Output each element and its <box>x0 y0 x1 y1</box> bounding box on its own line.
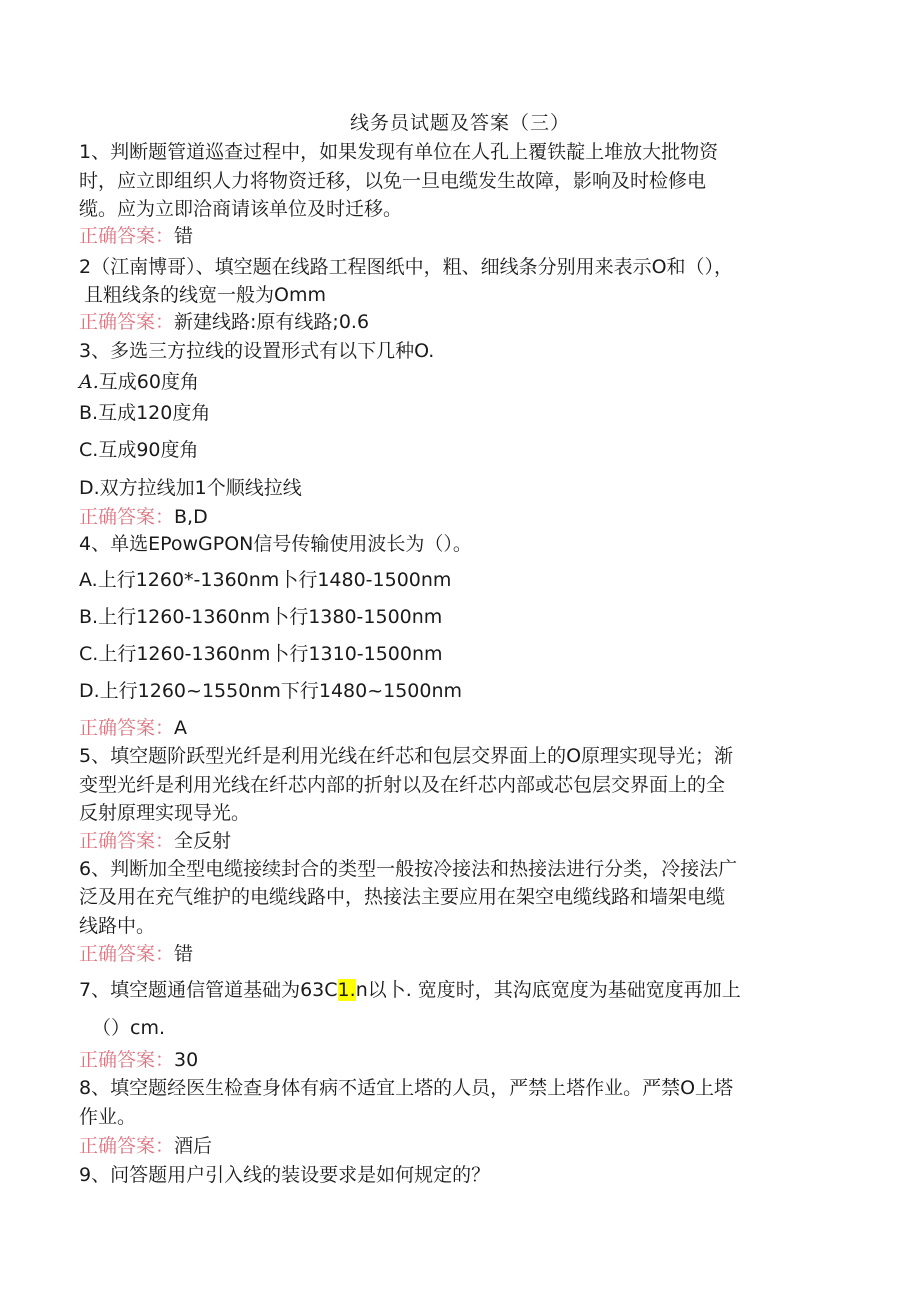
option-text: 上行1260-1360nm卜行1310-1500nm <box>98 643 443 665</box>
question-8-line-1: 8、填空题经医生检查身体有病不适宜上塔的人员，严禁上塔作业。严禁O上塔 <box>79 1077 734 1099</box>
question-4-option-a <box>79 567 451 593</box>
option-letter: C. <box>79 439 99 461</box>
question-7-line-1 <box>79 977 741 1003</box>
answer-value: B,D <box>174 506 208 528</box>
answer-label: 正确答案： <box>79 506 175 528</box>
option-text: 双方拉线加1个顺线拉线 <box>99 477 302 499</box>
question-4-option-d <box>79 678 462 704</box>
highlighted-text: 1. <box>337 979 356 1001</box>
question-3-option-a <box>79 369 199 395</box>
answer-label: 正确答案： <box>79 1135 175 1157</box>
question-4-option-b <box>79 604 442 630</box>
question-7-line-2: （）cm. <box>92 1017 165 1039</box>
question-6-answer <box>79 941 193 967</box>
question-3-option-b <box>79 400 210 426</box>
option-letter: D. <box>79 680 100 702</box>
question-5-line-3: 反射原理实现导光。 <box>79 802 251 824</box>
question-1-line-3: 缆。应为立即洽商请该单位及时迁移。 <box>79 198 403 220</box>
answer-value: 全反射 <box>174 830 232 852</box>
question-5-line-2: 变型光纤是利用光线在纤芯内部的折射以及在纤芯内部或芯包层交界面上的全 <box>79 774 726 796</box>
question-4-option-c <box>79 641 443 667</box>
question-text: n以卜. 宽度时，其沟底宽度为基础宽度再加上 <box>355 979 741 1001</box>
question-2-answer <box>79 309 369 335</box>
question-8-line-2: 作业。 <box>79 1106 137 1128</box>
option-text: 互成90度角 <box>98 439 199 461</box>
option-letter: B. <box>79 402 99 424</box>
question-6-line-3: 线路中。 <box>79 915 156 937</box>
question-2-line-2: 且粗线条的线宽一般为Omm <box>84 284 326 306</box>
option-letter: D. <box>79 477 100 499</box>
option-letter: A. <box>79 371 99 393</box>
answer-label: 正确答案： <box>79 225 175 247</box>
question-3-answer <box>79 504 208 530</box>
answer-value: 错 <box>174 225 194 247</box>
question-1-answer <box>79 223 193 249</box>
question-text: 7、填空题通信管道基础为63C <box>79 979 338 1001</box>
answer-value: A <box>174 717 188 739</box>
answer-value: 错 <box>174 943 194 965</box>
question-6-line-2: 泛及用在充气维护的电缆线路中，热接法主要应用在架空电缆线路和墙架电缆 <box>79 886 726 908</box>
question-4-line-1: 4、单选EPowGPON信号传输使用波长为（）。 <box>79 533 472 555</box>
option-text: 上行1260-1360nm卜行1380-1500nm <box>98 606 443 628</box>
answer-value: 30 <box>174 1049 199 1071</box>
answer-label: 正确答案： <box>79 830 175 852</box>
page-title: 线务员试题及答案（三） <box>349 112 570 134</box>
option-text: 上行1260~1550nm下行1480~1500nm <box>99 680 463 702</box>
option-text: 上行1260*-1360nm卜行1480-1500nm <box>97 569 452 591</box>
answer-value: 新建线路:原有线路;0.6 <box>174 311 370 333</box>
answer-label: 正确答案： <box>79 943 175 965</box>
question-5-line-1: 5、填空题阶跃型光纤是利用光线在纤芯和包层交界面上的O原理实现导光；渐 <box>79 745 734 767</box>
question-5-answer <box>79 828 231 854</box>
question-1-line-2: 时，应立即组织人力将物资迁移，以免一旦电缆发生故障，影响及时检修电 <box>79 170 707 192</box>
option-text: 互成120度角 <box>98 402 211 424</box>
answer-label: 正确答案： <box>79 717 175 739</box>
option-text: 互成60度角 <box>98 371 199 393</box>
question-7-answer <box>79 1047 198 1073</box>
option-letter: C. <box>79 643 99 665</box>
question-8-answer <box>79 1133 212 1159</box>
question-9-line-1: 9、问答题用户引入线的装设要求是如何规定的？ <box>79 1164 491 1186</box>
question-1-line-1: 1、判断题管道巡查过程中，如果发现有单位在人孔上覆铁靛上堆放大批物资 <box>79 141 719 163</box>
question-3-line-1: 3、多选三方拉线的设置形式有以下几种O. <box>79 340 435 362</box>
question-3-option-d <box>79 475 302 501</box>
option-letter: A. <box>79 569 98 591</box>
question-6-line-1: 6、判断加全型电缆接续封合的类型一般按冷接法和热接法进行分类，冷接法广 <box>79 858 738 880</box>
question-4-answer <box>79 715 187 741</box>
answer-value: 酒后 <box>174 1135 213 1157</box>
question-2-line-1: 2（江南博哥）、填空题在线路工程图纸中，粗、细线条分别用来表示O和（）， <box>79 256 734 278</box>
question-3-option-c <box>79 437 199 463</box>
answer-label: 正确答案： <box>79 311 175 333</box>
option-letter: B. <box>79 606 99 628</box>
answer-label: 正确答案： <box>79 1049 175 1071</box>
